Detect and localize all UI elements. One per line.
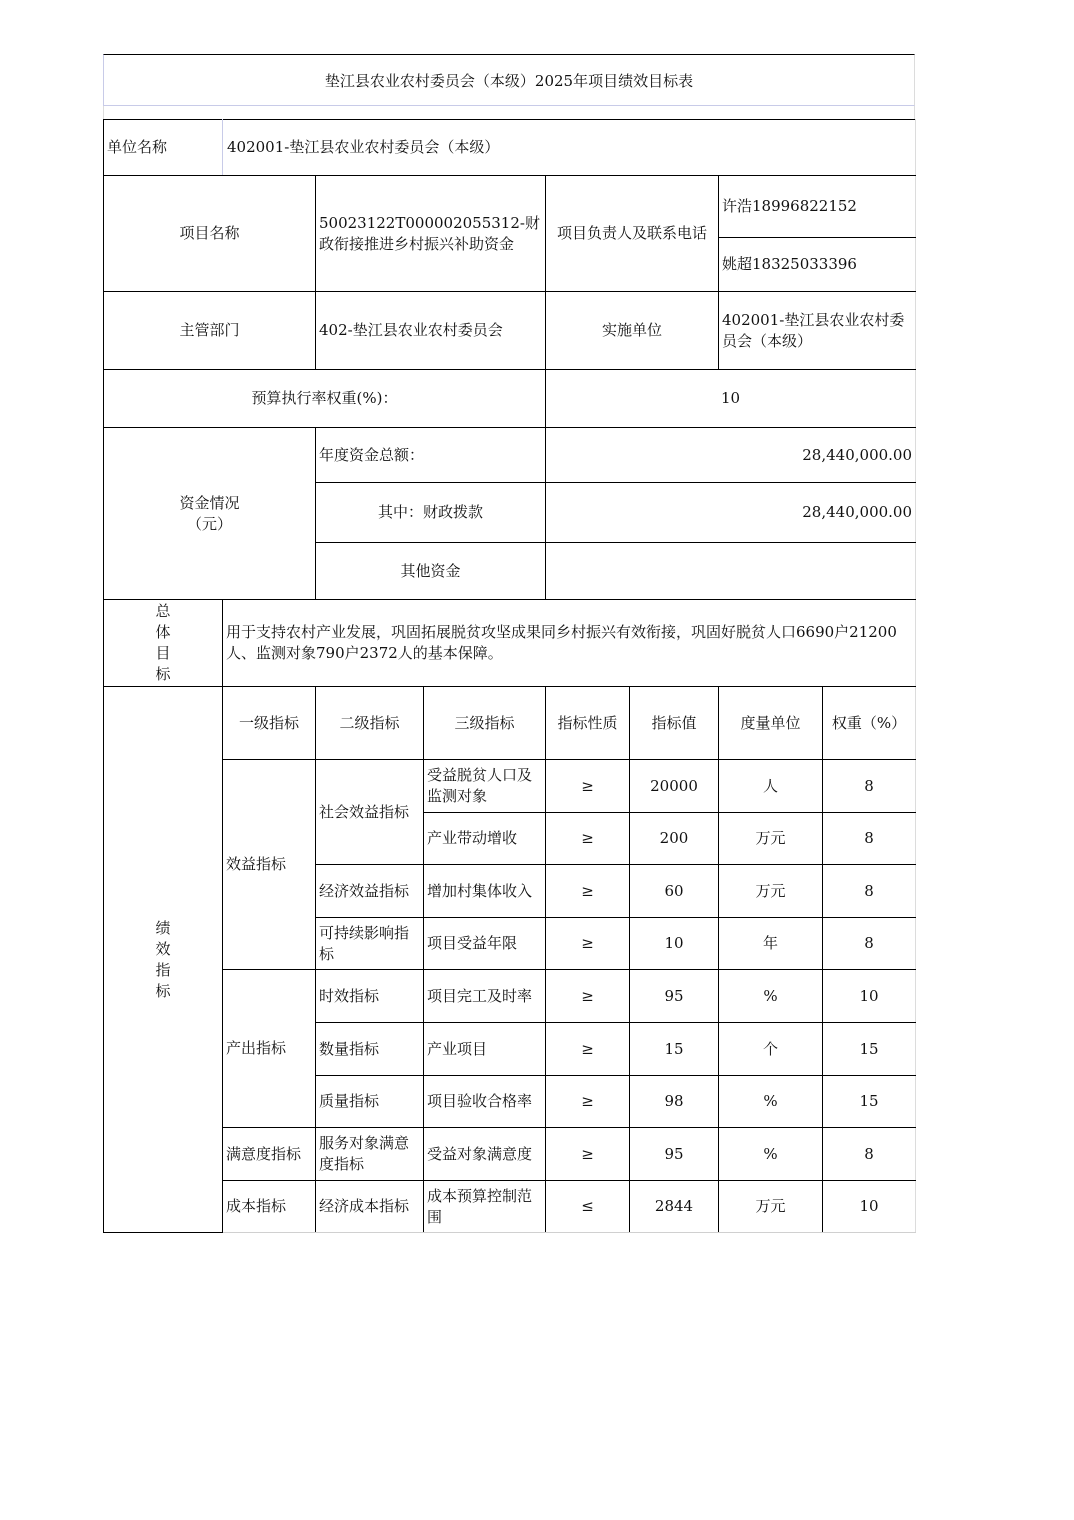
- goal-text: 用于支持农村产业发展，巩固拓展脱贫攻坚成果同乡村振兴有效衔接，巩固好脱贫人口6690户21200人、监测对象790户2372人的基本保障。: [223, 600, 916, 687]
- unit-cell: %: [719, 970, 823, 1023]
- unit-cell: 万元: [719, 865, 823, 918]
- level3-cell: 成本预算控制范围: [424, 1181, 546, 1233]
- funds-label-line1: 资金情况: [179, 493, 240, 512]
- value-cell: 60: [630, 865, 719, 918]
- level3-cell: 产业项目: [424, 1023, 546, 1076]
- unit-value: 402001-垫江县农业农村委员会（本级）: [223, 120, 916, 176]
- funds-fiscal-label: 其中：财政拨款: [316, 483, 546, 543]
- nature-cell: ≥: [546, 1023, 630, 1076]
- header-weight: 权重（%）: [823, 687, 916, 760]
- level3-cell: 项目验收合格率: [424, 1076, 546, 1128]
- dept-value: 402-垫江县农业农村委员会: [316, 292, 546, 370]
- unit-cell: %: [719, 1076, 823, 1128]
- weight-cell: 15: [823, 1076, 916, 1128]
- funds-total-value: 28,440,000.00: [546, 428, 916, 483]
- dept-label: 主管部门: [104, 292, 316, 370]
- nature-cell: ≥: [546, 1128, 630, 1181]
- value-cell: 95: [630, 1128, 719, 1181]
- impl-unit-label: 实施单位: [546, 292, 719, 370]
- performance-target-document: [103, 54, 915, 1233]
- indicator-row: [104, 760, 916, 813]
- level2-cell: 社会效益指标: [316, 760, 424, 865]
- level2-cell: 数量指标: [316, 1023, 424, 1076]
- weight-cell: 10: [823, 1181, 916, 1233]
- budget-weight-value: 10: [546, 370, 916, 428]
- value-cell: 10: [630, 918, 719, 970]
- indicator-label-char: 标: [155, 981, 171, 1000]
- level3-cell: 项目受益年限: [424, 918, 546, 970]
- indicator-header-row: [104, 687, 916, 760]
- level1-cell: 满意度指标: [223, 1128, 316, 1181]
- goal-label-char: 目: [155, 644, 171, 662]
- project-name-label: 项目名称: [104, 176, 316, 292]
- budget-weight-label: 预算执行率权重(%)：: [104, 370, 546, 428]
- value-cell: 15: [630, 1023, 719, 1076]
- spacer: [103, 106, 915, 119]
- level1-cell: 效益指标: [223, 760, 316, 970]
- weight-cell: 8: [823, 813, 916, 865]
- unit-cell: 年: [719, 918, 823, 970]
- value-cell: 98: [630, 1076, 719, 1128]
- unit-cell: 万元: [719, 813, 823, 865]
- goal-row: [104, 600, 916, 687]
- level2-cell: 经济效益指标: [316, 865, 424, 918]
- level3-cell: 增加村集体收入: [424, 865, 546, 918]
- header-nature: 指标性质: [546, 687, 630, 760]
- nature-cell: ≥: [546, 1076, 630, 1128]
- value-cell: 20000: [630, 760, 719, 813]
- value-cell: 200: [630, 813, 719, 865]
- level3-cell: 受益对象满意度: [424, 1128, 546, 1181]
- header-value: 指标值: [630, 687, 719, 760]
- level3-cell: 产业带动增收: [424, 813, 546, 865]
- goal-label-char: 体: [155, 623, 171, 641]
- project-contact-label: 项目负责人及联系电话: [546, 176, 719, 292]
- indicator-row: [104, 970, 916, 1023]
- level1-cell: 产出指标: [223, 970, 316, 1128]
- budget-weight-row: [104, 370, 916, 428]
- unit-cell: 个: [719, 1023, 823, 1076]
- project-name-value: 50023122T000002055312-财政衔接推进乡村振兴补助资金: [316, 176, 546, 292]
- unit-cell: 人: [719, 760, 823, 813]
- header-level2: 二级指标: [316, 687, 424, 760]
- level2-cell: 服务对象满意度指标: [316, 1128, 424, 1181]
- impl-unit-value: 402001-垫江县农业农村委员会（本级）: [719, 292, 916, 370]
- indicator-label: [104, 687, 223, 1233]
- funds-total-row: [104, 428, 916, 483]
- unit-cell: 万元: [719, 1181, 823, 1233]
- performance-table: [103, 119, 916, 1233]
- indicator-label-char: 效: [155, 939, 171, 958]
- project-row: [104, 176, 916, 238]
- weight-cell: 8: [823, 865, 916, 918]
- project-contact-2: 姚超18325033396: [719, 238, 916, 292]
- header-level1: 一级指标: [223, 687, 316, 760]
- nature-cell: ≥: [546, 865, 630, 918]
- level3-cell: 项目完工及时率: [424, 970, 546, 1023]
- weight-cell: 8: [823, 760, 916, 813]
- weight-cell: 15: [823, 1023, 916, 1076]
- nature-cell: ≥: [546, 813, 630, 865]
- nature-cell: ≤: [546, 1181, 630, 1233]
- dept-row: [104, 292, 916, 370]
- indicator-label-char: 绩: [155, 918, 171, 937]
- indicator-row: [104, 1181, 916, 1233]
- funds-other-label: 其他资金: [316, 543, 546, 600]
- goal-label-char: 总: [155, 602, 171, 620]
- indicator-label-char: 指: [155, 960, 171, 979]
- funds-label: [104, 428, 316, 600]
- unit-row: [104, 120, 916, 176]
- funds-total-label: 年度资金总额：: [316, 428, 546, 483]
- level1-cell: 成本指标: [223, 1181, 316, 1233]
- header-unit: 度量单位: [719, 687, 823, 760]
- weight-cell: 8: [823, 918, 916, 970]
- header-level3: 三级指标: [424, 687, 546, 760]
- nature-cell: ≥: [546, 970, 630, 1023]
- project-contact-1: 许浩18996822152: [719, 176, 916, 238]
- funds-other-value: [546, 543, 916, 600]
- value-cell: 2844: [630, 1181, 719, 1233]
- weight-cell: 8: [823, 1128, 916, 1181]
- level3-cell: 受益脱贫人口及监测对象: [424, 760, 546, 813]
- goal-label: [104, 600, 223, 687]
- funds-fiscal-value: 28,440,000.00: [546, 483, 916, 543]
- weight-cell: 10: [823, 970, 916, 1023]
- level2-cell: 质量指标: [316, 1076, 424, 1128]
- level2-cell: 可持续影响指标: [316, 918, 424, 970]
- level2-cell: 经济成本指标: [316, 1181, 424, 1233]
- indicator-row: [104, 1128, 916, 1181]
- unit-cell: %: [719, 1128, 823, 1181]
- document-title: 垫江县农业农村委员会（本级）2025年项目绩效目标表: [103, 54, 915, 106]
- unit-label: 单位名称: [104, 120, 223, 176]
- level2-cell: 时效指标: [316, 970, 424, 1023]
- nature-cell: ≥: [546, 918, 630, 970]
- value-cell: 95: [630, 970, 719, 1023]
- funds-label-line2: （元）: [186, 514, 232, 533]
- nature-cell: ≥: [546, 760, 630, 813]
- goal-label-char: 标: [155, 665, 171, 683]
